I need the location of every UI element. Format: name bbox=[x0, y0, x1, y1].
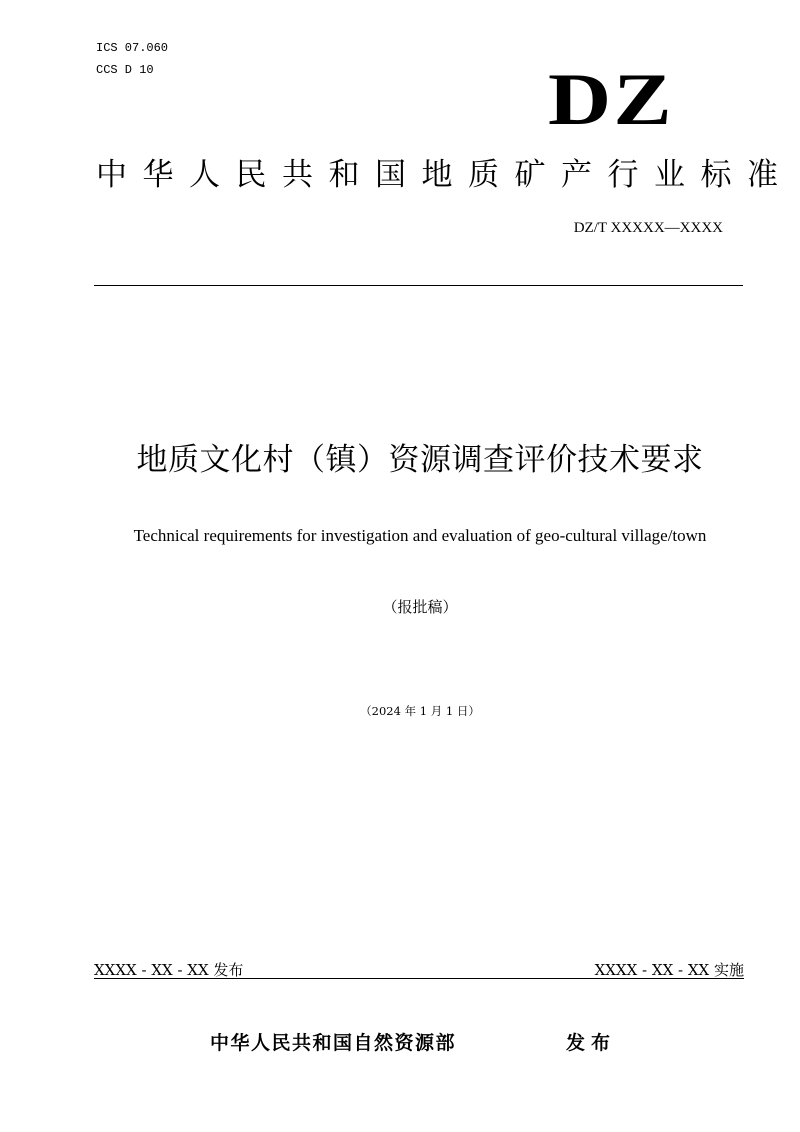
document-title-zh: 地质文化村（镇）资源调查评价技术要求 bbox=[136, 442, 704, 478]
draft-status: （报批稿） bbox=[382, 598, 458, 616]
issuing-authority: 中华人民共和国自然资源部 bbox=[210, 1032, 457, 1054]
standard-number: DZ/T XXXXX—XXXX bbox=[573, 220, 723, 236]
issue-label: 发布 bbox=[566, 1032, 617, 1054]
ccs-code: CCS D 10 bbox=[96, 63, 154, 77]
effective-date: XXXX - XX - XX 实施 bbox=[594, 961, 744, 979]
ics-code: ICS 07.060 bbox=[96, 41, 169, 55]
industry-standard-heading: 中华人民共和国地质矿产行业标准 bbox=[96, 157, 794, 193]
document-date: （2024 年 1 月 1 日） bbox=[360, 704, 480, 718]
document-title-en: Technical requirements for investigation and evaluation of geo-cultural village/town bbox=[133, 526, 707, 545]
dz-logo: DZ bbox=[548, 59, 675, 141]
bottom-divider bbox=[94, 978, 744, 979]
publish-date: XXXX - XX - XX 发布 bbox=[94, 961, 244, 979]
top-divider bbox=[94, 285, 743, 286]
